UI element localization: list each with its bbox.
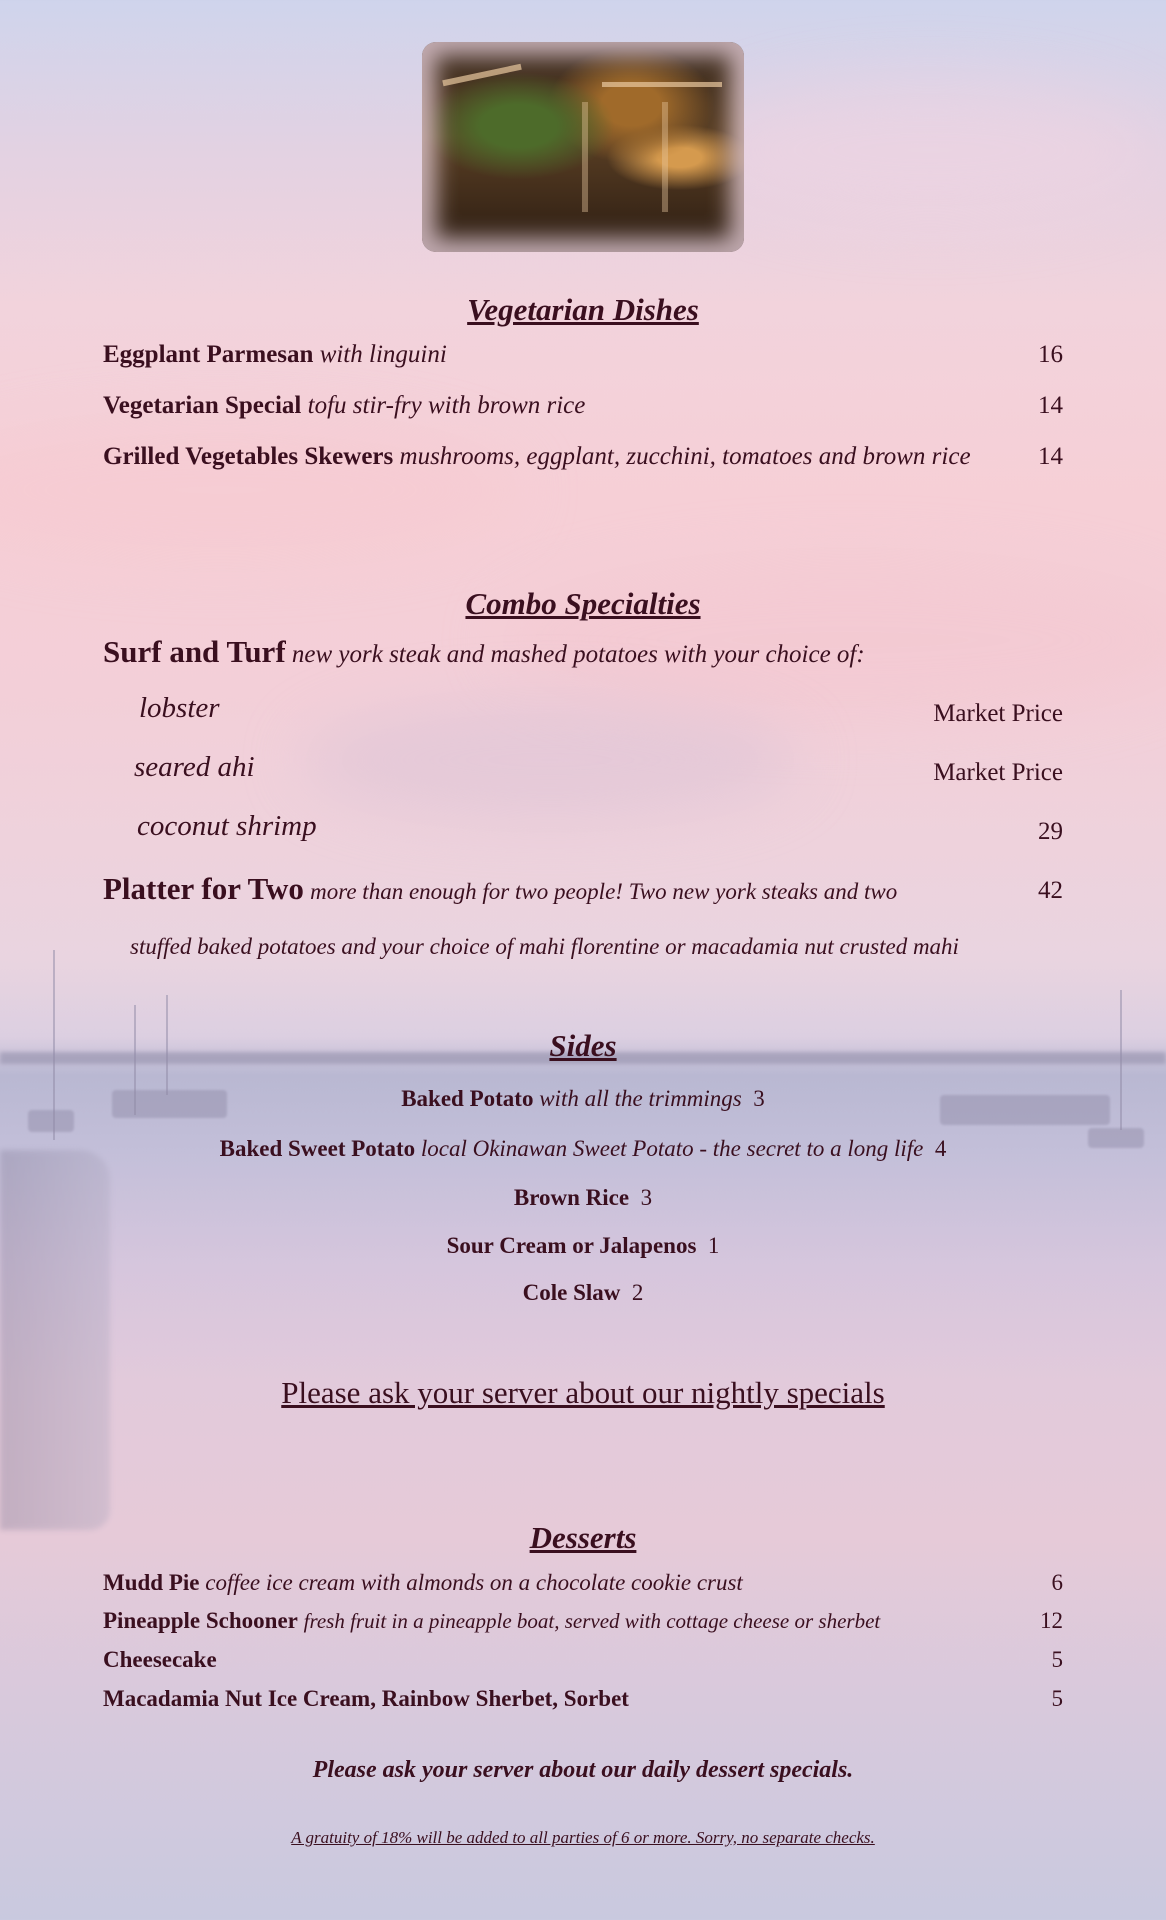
item-name: Pineapple Schooner bbox=[103, 1608, 298, 1633]
menu-item bbox=[103, 392, 1063, 420]
choice-price: Market Price bbox=[933, 759, 1063, 786]
platter-for-two-item bbox=[103, 871, 1063, 907]
gratuity-note: A gratuity of 18% will be added to all parties of 6 or more. Sorry, no separate checks. bbox=[291, 1828, 875, 1847]
dessert-item bbox=[103, 1608, 1063, 1634]
item-price: 1 bbox=[707, 1233, 720, 1258]
choice-lobster: lobster bbox=[139, 692, 220, 724]
item-price: 5 bbox=[1051, 1647, 1063, 1672]
item-price: 3 bbox=[640, 1185, 653, 1210]
item-name: Cheesecake bbox=[103, 1647, 217, 1672]
item-name: Platter for Two bbox=[103, 871, 304, 906]
item-name: Sour Cream or Jalapenos bbox=[446, 1233, 697, 1258]
item-price: 4 bbox=[934, 1136, 947, 1161]
side-item bbox=[0, 1280, 1166, 1306]
item-description-continued: stuffed baked potatoes and your choice of mahi florentine or macadamia nut crusted mahi bbox=[130, 934, 959, 959]
item-price: 16 bbox=[1038, 341, 1063, 368]
choice-price: 29 bbox=[1038, 818, 1063, 845]
item-price: 3 bbox=[753, 1086, 765, 1111]
item-price: 14 bbox=[1038, 392, 1063, 419]
desserts-section-title: Desserts bbox=[529, 1520, 637, 1555]
choice-coconut-shrimp: coconut shrimp bbox=[137, 810, 317, 842]
sky-cloud bbox=[700, 80, 1160, 220]
item-name: Mudd Pie bbox=[103, 1570, 200, 1595]
surf-and-turf-item bbox=[103, 634, 1063, 670]
vegetarian-section-title: Vegetarian Dishes bbox=[467, 292, 699, 327]
item-description: with all the trimmings bbox=[539, 1086, 742, 1111]
sides-section-title: Sides bbox=[549, 1028, 617, 1063]
item-description: new york steak and mashed potatoes with your choice of: bbox=[291, 641, 865, 668]
item-name: Baked Potato bbox=[401, 1086, 534, 1111]
item-price: 12 bbox=[1040, 1608, 1063, 1633]
item-description: more than enough for two people! Two new york steaks and two bbox=[310, 879, 898, 904]
item-description: local Okinawan Sweet Potato - the secret to a long life bbox=[420, 1136, 924, 1161]
item-price: 5 bbox=[1051, 1686, 1063, 1711]
item-name: Brown Rice bbox=[513, 1185, 630, 1210]
combo-section-title: Combo Specialties bbox=[465, 586, 701, 621]
dessert-specials-note: Please ask your server about our daily dessert specials. bbox=[312, 1757, 854, 1783]
choice-price: Market Price bbox=[933, 700, 1063, 727]
item-price: 42 bbox=[1038, 877, 1063, 904]
dessert-item bbox=[103, 1686, 1063, 1712]
item-price: 6 bbox=[1051, 1570, 1063, 1595]
nightly-specials-note: Please ask your server about our nightly specials bbox=[281, 1375, 885, 1410]
item-name: Grilled Vegetables Skewers bbox=[103, 443, 394, 470]
dessert-item bbox=[103, 1570, 1063, 1596]
item-description: fresh fruit in a pineapple boat, served with cottage cheese or sherbet bbox=[303, 1609, 881, 1633]
side-item bbox=[0, 1086, 1166, 1112]
choice-seared-ahi: seared ahi bbox=[134, 751, 255, 783]
boat bbox=[28, 1110, 74, 1132]
dessert-item bbox=[103, 1647, 1063, 1673]
item-name: Cole Slaw bbox=[522, 1280, 621, 1305]
item-description: tofu stir-fry with brown rice bbox=[307, 392, 586, 419]
sky-cloud bbox=[300, 700, 800, 820]
side-item bbox=[0, 1185, 1166, 1211]
item-description: mushrooms, eggplant, zucchini, tomatoes and brown rice bbox=[399, 443, 971, 470]
menu-item bbox=[103, 443, 1063, 471]
item-price: 2 bbox=[631, 1280, 644, 1305]
side-item bbox=[0, 1233, 1166, 1259]
item-name: Vegetarian Special bbox=[103, 392, 302, 419]
side-item bbox=[0, 1136, 1166, 1162]
item-name: Baked Sweet Potato bbox=[219, 1136, 416, 1161]
restaurant-interior-photo bbox=[422, 42, 744, 252]
item-name: Macadamia Nut Ice Cream, Rainbow Sherbet, Sorbet bbox=[103, 1686, 629, 1711]
menu-item bbox=[103, 341, 1063, 369]
item-price: 14 bbox=[1038, 443, 1063, 470]
sky-cloud bbox=[0, 420, 520, 560]
item-description: with linguini bbox=[319, 341, 447, 368]
item-name: Surf and Turf bbox=[103, 634, 286, 669]
item-description: coffee ice cream with almonds on a chocolate cookie crust bbox=[205, 1570, 743, 1595]
item-name: Eggplant Parmesan bbox=[103, 341, 314, 368]
